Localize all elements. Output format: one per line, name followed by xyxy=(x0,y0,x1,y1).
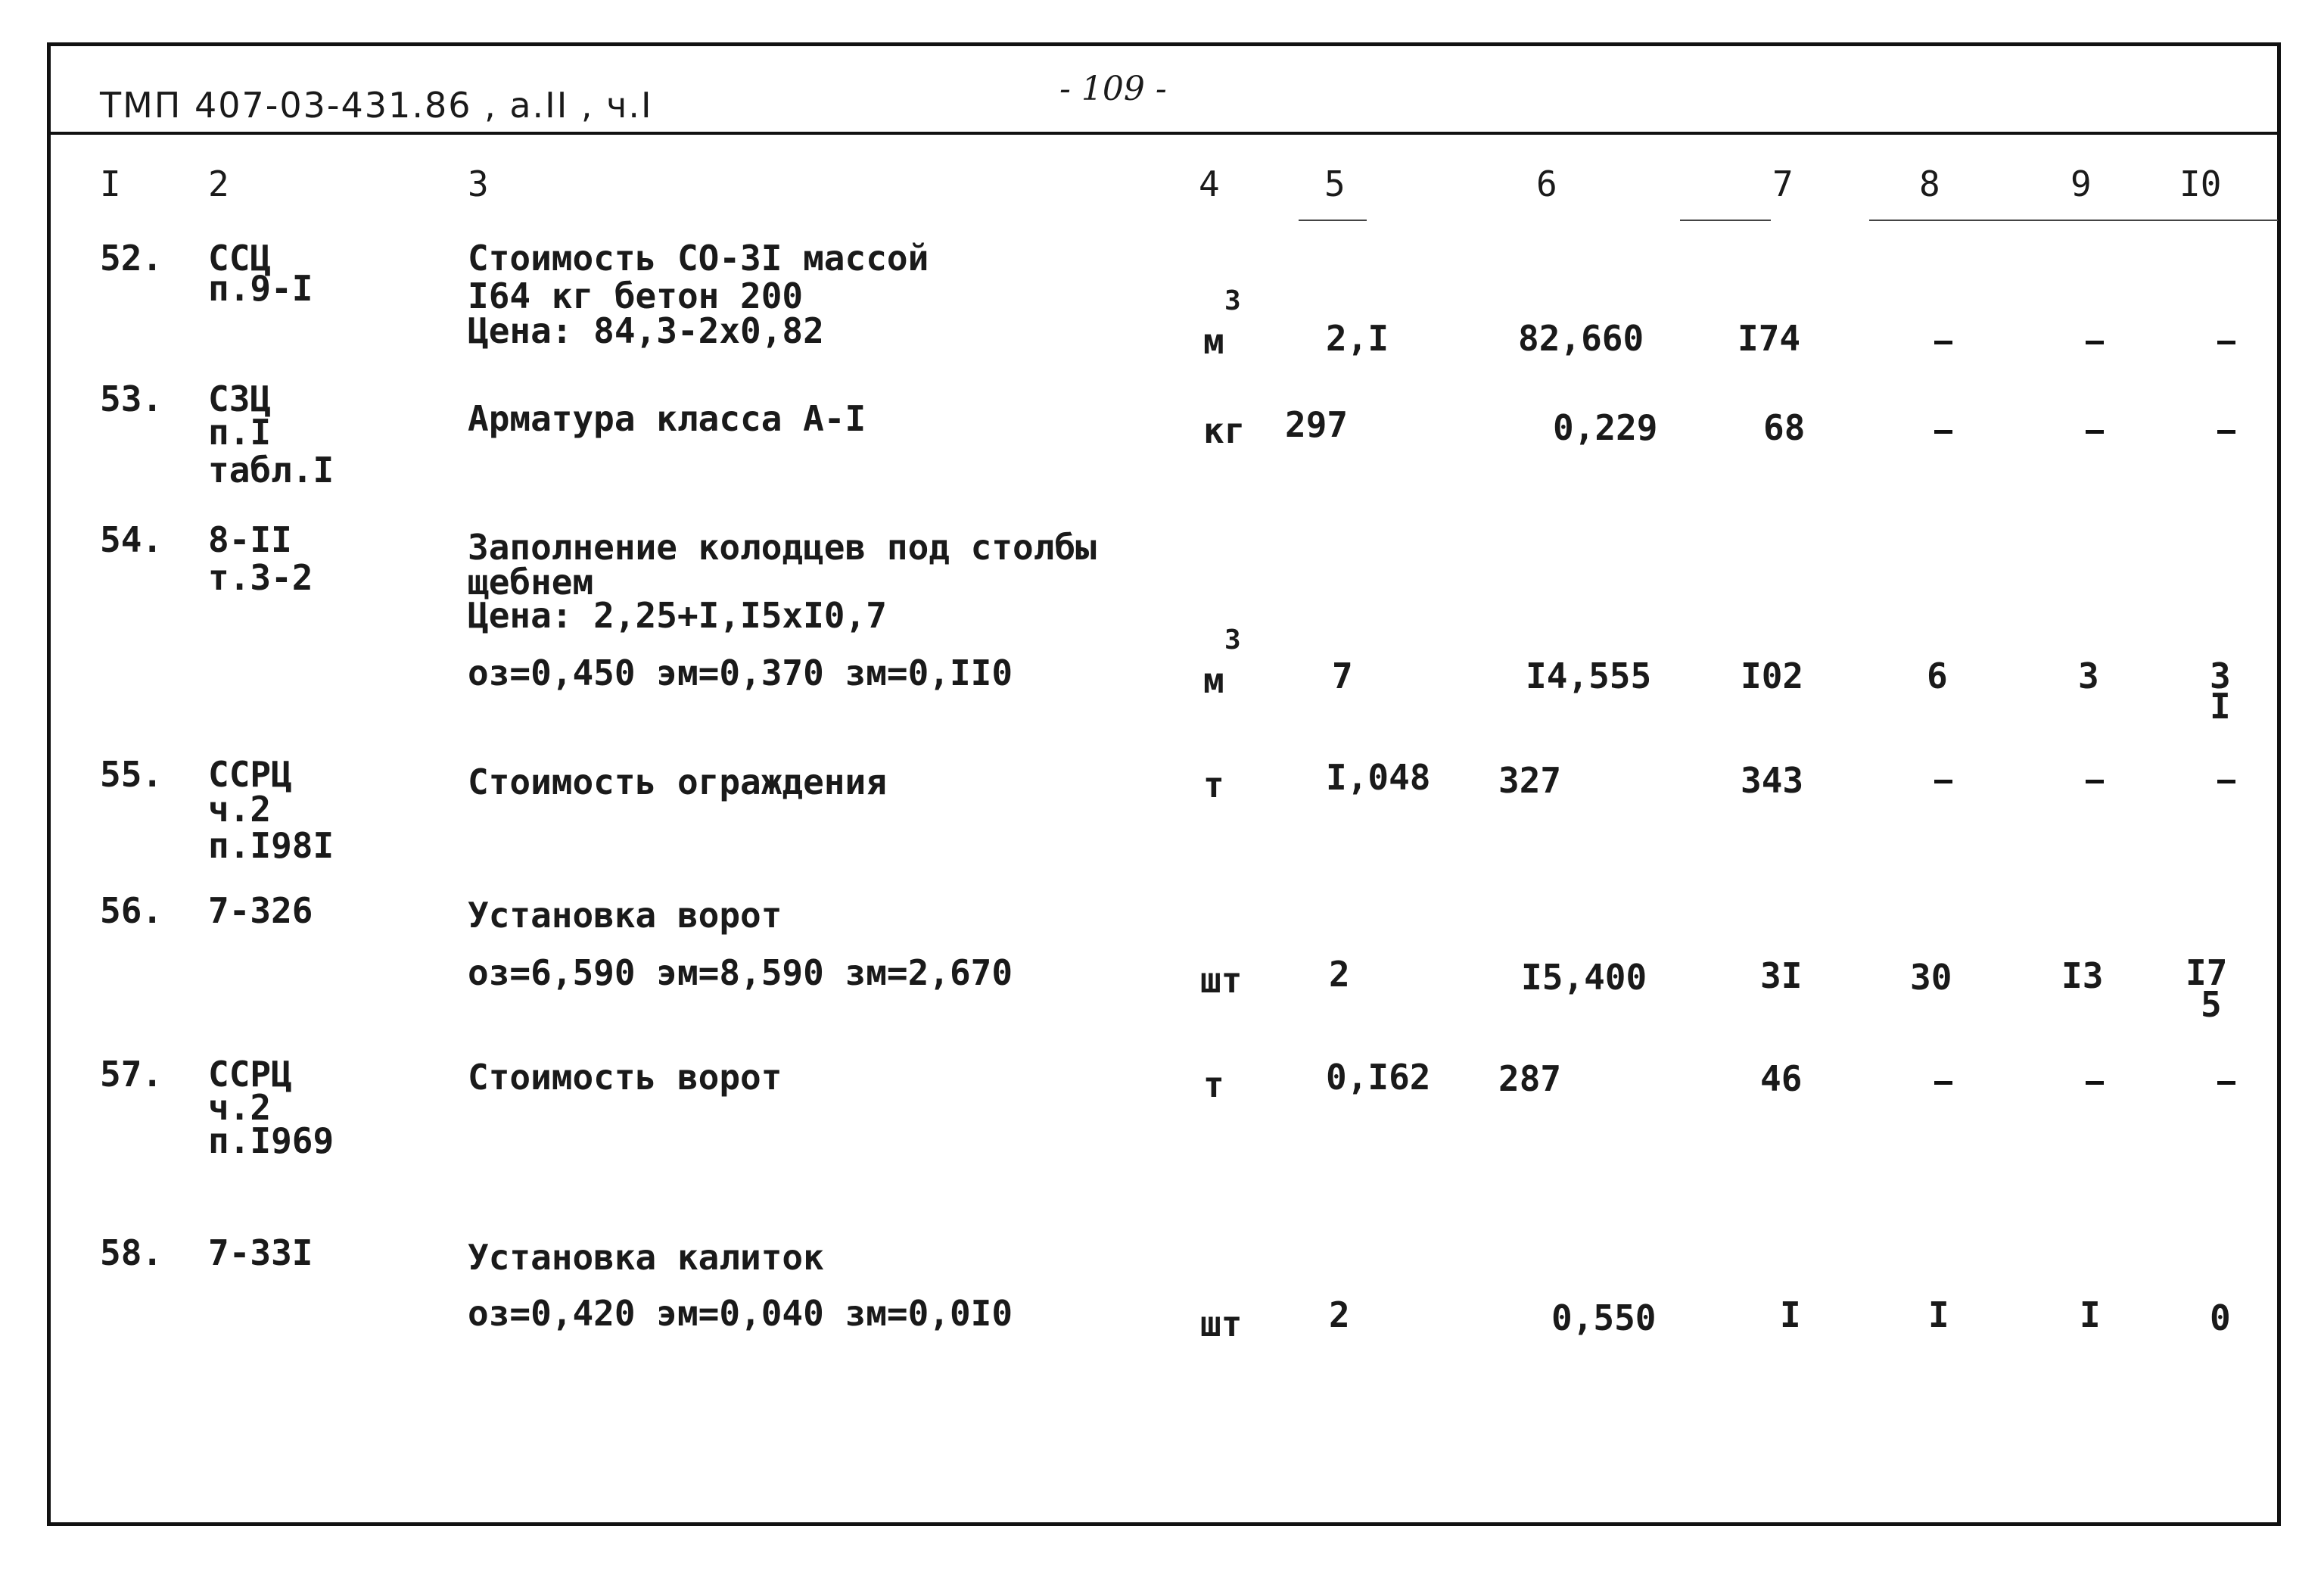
unit: м xyxy=(1203,321,1224,362)
column-9-value xyxy=(2086,1081,2104,1085)
resource-breakdown: оз=0,420 эм=0,040 зм=0,0I0 xyxy=(468,1293,1013,1334)
column-header-7: 7 xyxy=(1772,164,1794,204)
column-10-value-continued: I xyxy=(2210,686,2231,727)
norm-code: ССРЦ xyxy=(208,754,292,795)
row-number: 52. xyxy=(100,238,163,279)
item-description: Цена: 84,3-2х0,82 xyxy=(468,310,824,351)
column-header-5: 5 xyxy=(1324,164,1346,204)
norm-code: п.I xyxy=(208,412,272,453)
column-8-value: 30 xyxy=(1910,957,1952,998)
norm-code: СЗЦ xyxy=(208,378,272,419)
row-number: 56. xyxy=(100,890,163,931)
norm-code: табл.I xyxy=(208,450,334,491)
unit: т xyxy=(1203,1064,1224,1105)
unit-price: I5,400 xyxy=(1521,957,1647,998)
column-8-value: I xyxy=(1928,1294,1949,1335)
norm-code: п.9-I xyxy=(208,268,313,309)
unit-price: 82,660 xyxy=(1518,318,1644,359)
total-cost: I xyxy=(1780,1294,1801,1335)
column-9-value: I xyxy=(2080,1294,2101,1335)
column-10-value: I7 xyxy=(2186,952,2228,993)
quantity: 2 xyxy=(1329,1294,1350,1335)
item-description: Стоимость ворот xyxy=(468,1057,782,1098)
total-cost: 343 xyxy=(1741,760,1804,801)
item-description: Установка калиток xyxy=(468,1237,824,1278)
total-cost: I02 xyxy=(1741,656,1804,696)
unit: кг xyxy=(1203,410,1246,451)
item-description: Стоимость СО-3I массой xyxy=(468,238,929,279)
column-8-value xyxy=(1934,1081,1952,1085)
column-header-3: 3 xyxy=(468,164,489,204)
row-number: 57. xyxy=(100,1054,163,1095)
unit-price: I4,555 xyxy=(1526,656,1652,696)
column-10-value xyxy=(2217,430,2235,434)
header-underline xyxy=(1680,220,1771,221)
page-number: - 109 - xyxy=(1059,70,1167,108)
column-10-value xyxy=(2217,780,2235,783)
item-description: Арматура класса А-I xyxy=(468,398,866,439)
norm-code: ч.2 xyxy=(208,789,272,830)
quantity: 2,I xyxy=(1326,318,1389,359)
column-10-value: 0 xyxy=(2210,1297,2231,1338)
unit-price: 287 xyxy=(1498,1058,1562,1099)
header-rule xyxy=(47,132,2281,135)
item-description: Заполнение колодцев под столбы xyxy=(468,527,1097,568)
quantity: 7 xyxy=(1332,656,1353,696)
column-header-8: 8 xyxy=(1919,164,1940,204)
unit-superscript: 3 xyxy=(1224,625,1241,656)
norm-code: 7-326 xyxy=(208,890,313,931)
column-header-9: 9 xyxy=(2070,164,2092,204)
document-reference: ТМП 407-03-431.86 , а.II , ч.I xyxy=(100,85,653,126)
column-9-value xyxy=(2086,341,2104,344)
column-9-value xyxy=(2086,780,2104,783)
quantity: I,048 xyxy=(1326,757,1431,798)
resource-breakdown: оз=6,590 эм=8,590 зм=2,670 xyxy=(468,952,1013,993)
norm-code: п.I98I xyxy=(208,825,334,866)
row-number: 55. xyxy=(100,754,163,795)
norm-code: 7-33I xyxy=(208,1232,313,1273)
norm-code: ССРЦ xyxy=(208,1054,292,1095)
resource-breakdown: оз=0,450 эм=0,370 зм=0,II0 xyxy=(468,653,1013,693)
column-8-value xyxy=(1934,780,1952,783)
header-underline xyxy=(1299,220,1367,221)
column-header-4: 4 xyxy=(1199,164,1220,204)
norm-code: ССЦ xyxy=(208,238,272,279)
item-description: Цена: 2,25+I,I5хI0,7 xyxy=(468,595,887,636)
column-header-10: I0 xyxy=(2179,164,2222,204)
column-10-value xyxy=(2217,341,2235,344)
column-10-value xyxy=(2217,1081,2235,1085)
column-8-value xyxy=(1934,430,1952,434)
norm-code: п.I969 xyxy=(208,1120,334,1161)
unit-price: 0,229 xyxy=(1553,407,1658,448)
column-10-value: 3 xyxy=(2210,656,2231,696)
quantity: 2 xyxy=(1329,954,1350,995)
item-description: щебнем xyxy=(468,562,594,603)
unit-price: 327 xyxy=(1498,760,1562,801)
total-cost: 46 xyxy=(1760,1058,1803,1099)
total-cost: 68 xyxy=(1763,407,1806,448)
norm-code: т.3-2 xyxy=(208,557,313,598)
row-number: 54. xyxy=(100,519,163,560)
item-description: Стоимость ограждения xyxy=(468,762,887,802)
norm-code: 8-II xyxy=(208,519,292,560)
unit: шт xyxy=(1200,960,1243,1001)
unit-superscript: 3 xyxy=(1224,285,1241,316)
column-8-value xyxy=(1934,341,1952,344)
unit: шт xyxy=(1200,1304,1243,1344)
quantity: 297 xyxy=(1285,404,1349,445)
total-cost: I74 xyxy=(1738,318,1801,359)
column-header-1: I xyxy=(100,164,121,204)
column-9-value: I3 xyxy=(2061,955,2104,996)
column-9-value xyxy=(2086,430,2104,434)
column-header-6: 6 xyxy=(1536,164,1557,204)
column-8-value: 6 xyxy=(1927,656,1948,696)
column-header-2: 2 xyxy=(208,164,229,204)
unit: т xyxy=(1203,765,1224,805)
quantity: 0,I62 xyxy=(1326,1057,1431,1098)
norm-code: ч.2 xyxy=(208,1087,272,1128)
unit-price: 0,550 xyxy=(1551,1297,1657,1338)
unit: м xyxy=(1203,660,1224,701)
column-9-value: 3 xyxy=(2078,656,2099,696)
item-description: Установка ворот xyxy=(468,895,782,936)
header-underline xyxy=(1869,220,2278,221)
item-description: I64 кг бетон 200 xyxy=(468,276,804,316)
row-number: 58. xyxy=(100,1232,163,1273)
total-cost: 3I xyxy=(1760,955,1803,996)
column-10-value-continued: 5 xyxy=(2201,984,2222,1025)
row-number: 53. xyxy=(100,378,163,419)
